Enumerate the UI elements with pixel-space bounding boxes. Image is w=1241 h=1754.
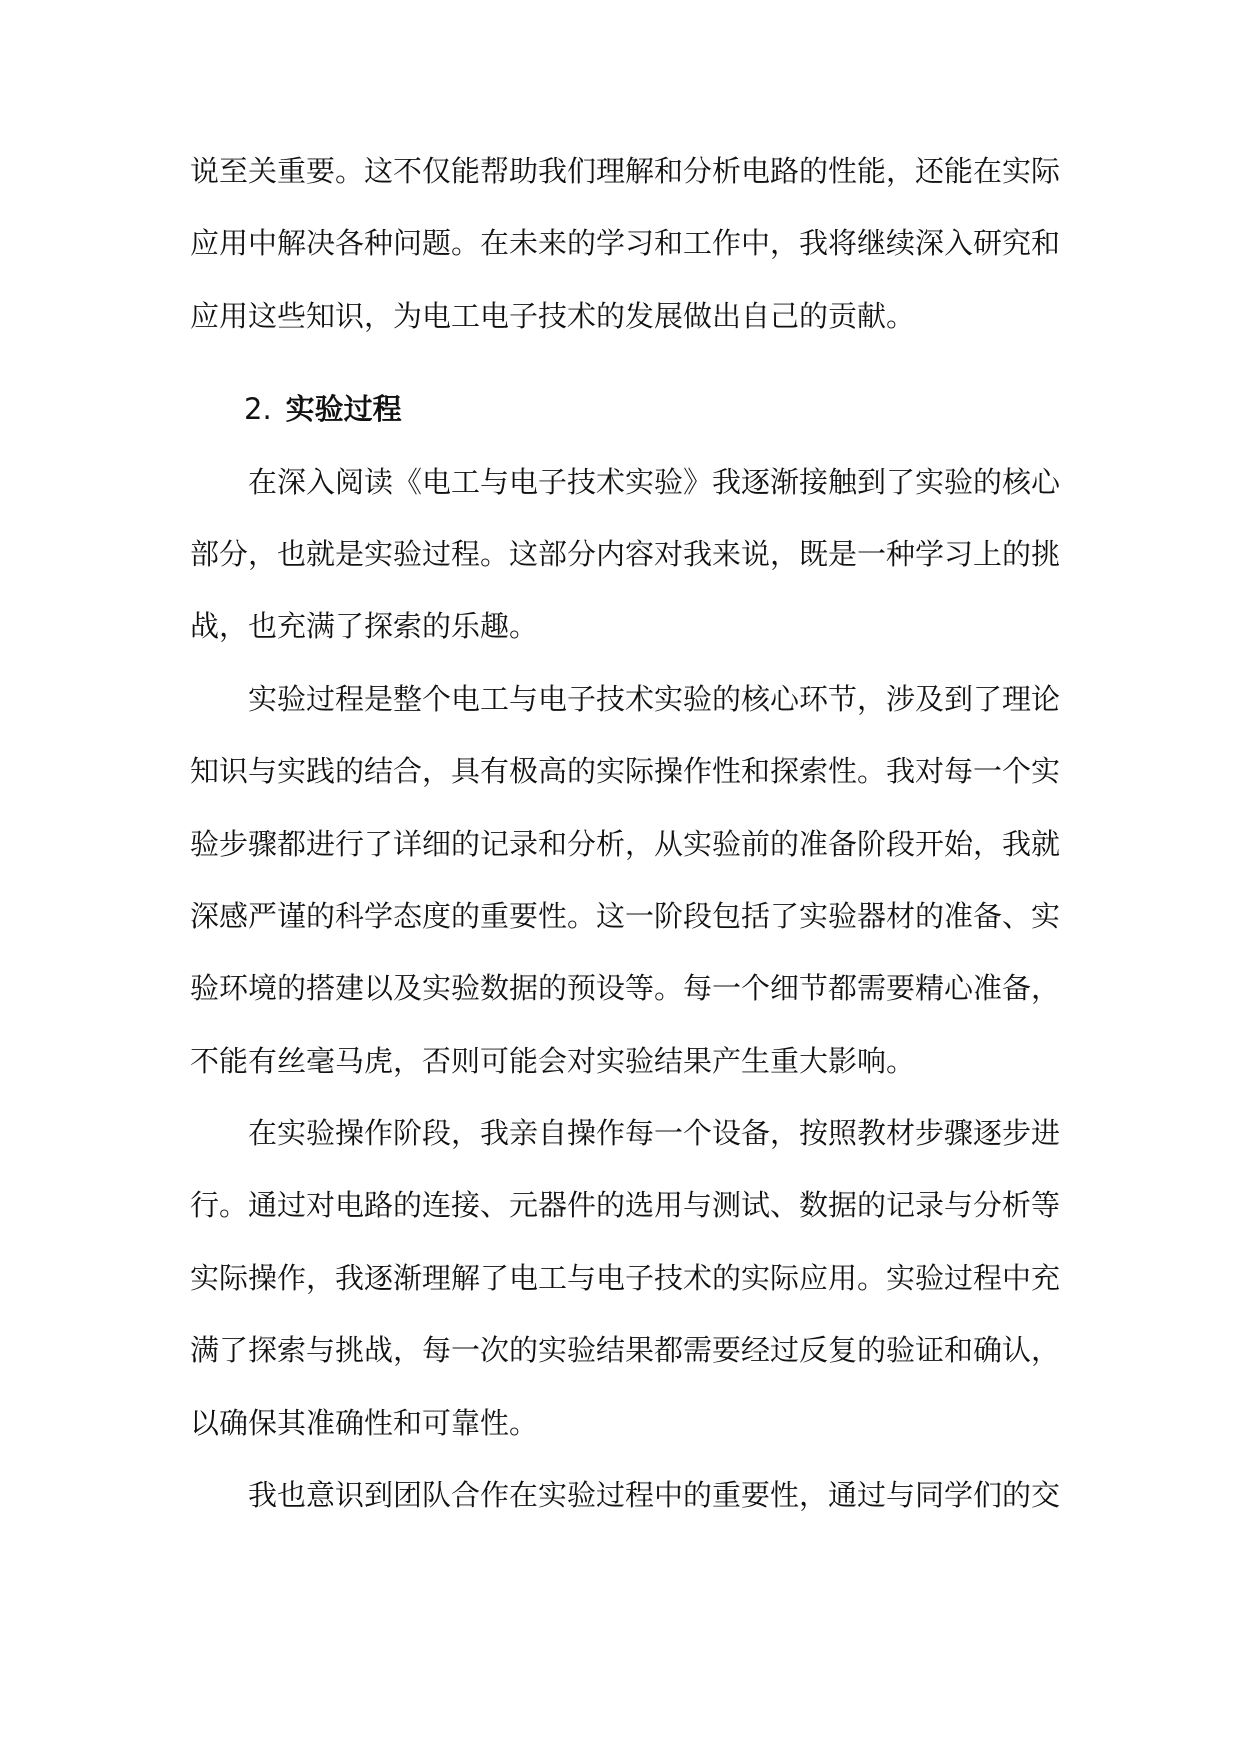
text-line: 深感严谨的科学态度的重要性。这一阶段包括了实验器材的准备、实: [190, 898, 1061, 933]
text-line: 验环境的搭建以及实验数据的预设等。每一个细节都需要精心准备，: [190, 971, 1061, 1006]
text-line: 以确保其准确性和可靠性。: [190, 1405, 539, 1440]
text-line: 实验过程是整个电工与电子技术实验的核心环节，涉及到了理论: [248, 681, 1061, 716]
paragraph: [190, 1097, 1060, 1459]
text-line: 验步骤都进行了详细的记录和分析，从实验前的准备阶段开始，我就: [190, 826, 1061, 861]
text-line: 应用这些知识，为电工电子技术的发展做出自己的贡献。: [190, 298, 916, 333]
text-line: 应用中解决各种问题。在未来的学习和工作中，我将继续深入研究和: [190, 226, 1061, 261]
section-title: 实验过程: [285, 392, 402, 427]
text-line: 实际操作，我逐渐理解了电工与电子技术的实际应用。实验过程中充: [190, 1260, 1061, 1295]
paragraph: [190, 663, 1060, 1097]
text-line: 说至关重要。这不仅能帮助我们理解和分析电路的性能，还能在实际: [190, 154, 1061, 188]
section-gap: [190, 352, 1060, 373]
text-line: 知识与实践的结合，具有极高的实际操作性和探索性。我对每一个实: [190, 754, 1061, 789]
text-line: 我也意识到团队合作在实验过程中的重要性，通过与同学们的交: [248, 1478, 1061, 1513]
paragraph: [190, 1459, 1060, 1531]
text-line: 战，也充满了探索的乐趣。: [190, 609, 539, 644]
text-line: 在深入阅读《电工与电子技术实验》我逐渐接触到了实验的核心: [248, 464, 1061, 499]
document-body: [190, 135, 1060, 1531]
text-line: 行。通过对电路的连接、元器件的选用与测试、数据的记录与分析等: [190, 1188, 1061, 1223]
paragraph: [190, 446, 1060, 663]
text-line: 在实验操作阶段，我亲自操作每一个设备，按照教材步骤逐步进: [248, 1116, 1061, 1151]
text-line: 部分，也就是实验过程。这部分内容对我来说，既是一种学习上的挑: [190, 536, 1061, 571]
intro-paragraph: [190, 135, 1060, 352]
text-line: 不能有丝毫马虎，否则可能会对实验结果产生重大影响。: [190, 1043, 916, 1078]
text-line: 满了探索与挑战，每一次的实验结果都需要经过反复的验证和确认，: [190, 1333, 1061, 1368]
section-heading: [190, 373, 1060, 445]
section-number: 2.: [244, 392, 272, 427]
